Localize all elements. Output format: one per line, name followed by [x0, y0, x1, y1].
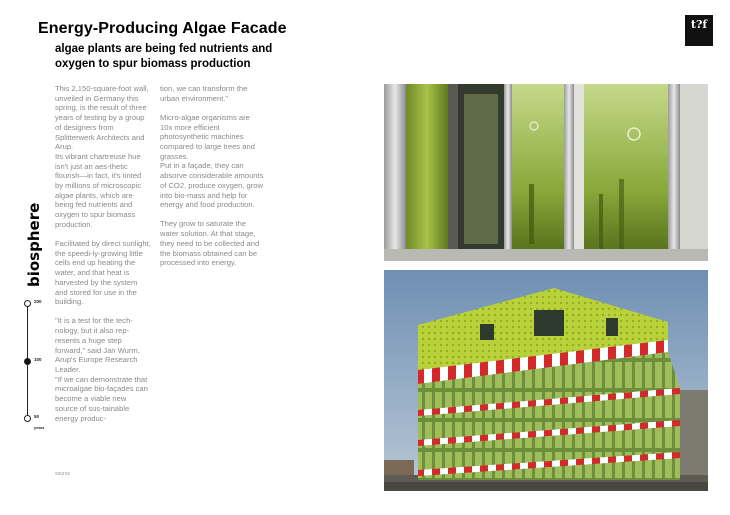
brand-logo [685, 15, 713, 46]
text-column-1 [55, 84, 151, 423]
timeline-unit: years [34, 425, 45, 430]
paragraph: "It is a test for the tech-nology, but it also rep-resents a huge step forward," said Jan Wurm, Arup's Europe Research Leader. [55, 316, 140, 374]
paragraph: This 2,150-square-foot wall, unveiled in Germany this spring, is the result of three years of testing by a group of designers from Splitterwerk Architects and Arup. [55, 84, 149, 152]
algae-panels-photo [384, 84, 708, 261]
paragraph: "If we can demonstrate that microalgae bio-façades can become a viable new source of sus-tainable energy produc- [55, 374, 148, 423]
timeline-label-100: 100 [34, 357, 42, 362]
source-note: source [55, 471, 71, 477]
building-photo [384, 270, 708, 491]
paragraph: Its vibrant chartreuse hue isn't just an aes-thetic flourish—in fact, it's tinted by millions of microscopic algae plants, which are being fed nutrients and oxygen to spur biomass production. [55, 151, 142, 229]
paragraph: tion, we can transform the urban environment." [160, 84, 248, 103]
paragraph: Micro-algae organisms are 10x more efficient photosynthetic machines compared to large trees and grasses. [160, 112, 255, 161]
timeline-label-50: 50 [34, 414, 40, 419]
timeline-dot-top [24, 300, 31, 307]
article-subtitle: algae plants are being fed nutrients and oxygen to spur biomass production [55, 43, 273, 70]
paragraph: Facilitated by direct sunlight, the speedi-ly-growing little cells end up heating the water, and that heat is harvested by the system and stored for use in the building. [55, 239, 151, 307]
timeline-dot-bottom [24, 415, 31, 422]
text-column-2 [160, 84, 264, 268]
logo-mark: t?f [690, 18, 708, 31]
paragraph: Put in a façade, they can absorve considerable amounts of CO2, produce oxygen, grow into bio-mass and help for energy and food production. [160, 161, 264, 210]
timeline-label-200: 200 [34, 299, 42, 304]
paragraph: They grow to saturate the water solution. At that stage, they need to be collected and the biomass obtained can be processed into energy. [160, 219, 260, 268]
section-label: biosphere [25, 202, 43, 287]
timeline-dot-middle [24, 358, 31, 365]
article-title: Energy-Producing Algae Facade [38, 20, 287, 37]
